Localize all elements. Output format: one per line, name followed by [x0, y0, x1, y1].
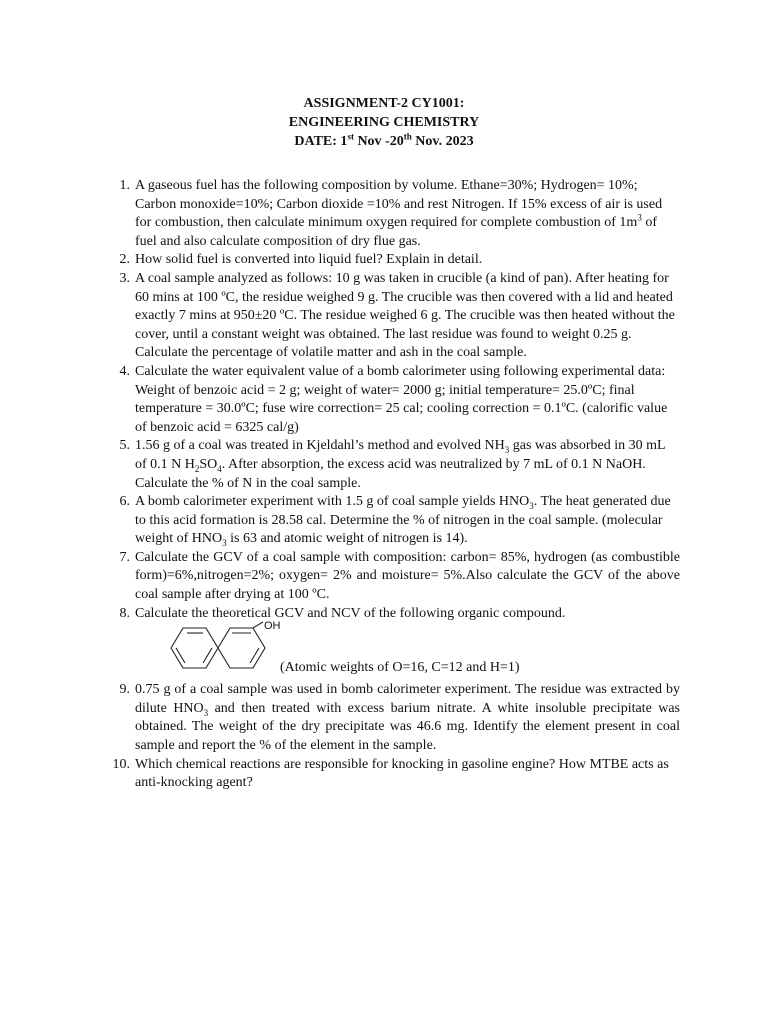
- question-2: [108, 251, 680, 270]
- question-4: [108, 363, 680, 437]
- question-text: 0.75 g of a coal sample was used in bomb calorimeter experiment. The residue was extracted by dilute $HNO_3$ and then treated with excess barium nitrate. A white insoluble precipitate was obtained. The weight of the dry precipitate was 46.6 mg. Identify the element present in coal sample and report the % of the element in the sample.: [135, 682, 680, 754]
- question-text: Calculate the water equivalent value of a bomb calorimeter using following experimental data: Weight of benzoic acid = 2 g; weight of water= 2000 g; initial temperature= 25.0ºC; final temperature = 30.0ºC; fuse wire correction= 25 cal; cooling correction = 0.1ºC. (calorific value of benzoic acid = 6325 cal/g): [135, 363, 668, 435]
- document-header: [0, 94, 768, 151]
- question-number: 1.: [119, 178, 130, 193]
- question-text: A bomb calorimeter experiment with 1.5 g of coal sample yields $HNO_3$. The heat generated due to this acid formation is 28.58 cal. Determine the % of nitrogen in the coal sample. (molecular weight of $HNO_3$ is 63 and atomic weight of nitrogen is 14).: [135, 494, 671, 549]
- question-number: 5.: [119, 438, 130, 454]
- question-text: Calculate the theoretical GCV and NCV of the following organic compound.: [135, 605, 566, 621]
- naphthol-structure-icon: [165, 620, 281, 673]
- question-text: A gaseous fuel has the following composition by volume. Ethane=30%; Hydrogen= 10%; Carbon monoxide=10%; Carbon dioxide =10% and rest Nitrogen. If 15% excess of air is used for combustion, then calculate minimum oxygen required for complete combustion of $1m^3$ of fuel and also calculate composition of dry flue gas.: [135, 178, 663, 249]
- question-3: [108, 270, 680, 363]
- question-5: [108, 437, 680, 493]
- question-text: Which chemical reactions are responsible for knocking in gasoline engine? How MTBE acts as anti-knocking agent?: [135, 756, 669, 791]
- oh-label: OH: [264, 620, 281, 633]
- question-number: 9.: [119, 682, 130, 698]
- header-line-subject: ENGINEERING CHEMISTRY: [288, 115, 480, 130]
- question-text: A coal sample analyzed as follows: 10 g was taken in crucible (a kind of pan). After heating for 60 mins at 100 ºC, the residue weighed 9 g. The crucible was then covered with a lid and heated exactly 7 mins at 950±20 ºC. The residue weighed 6 g. The crucible was then heated without the cover, until a constant weight was obtained. The last residue was found to weight 0.25 g. Calculate the percentage of volatile matter and ash in the coal sample.: [135, 270, 675, 361]
- question-list: [108, 177, 680, 793]
- atomic-weights-note: (Atomic weights of O=16, C=12 and H=1): [280, 660, 520, 676]
- question-number: 7.: [119, 549, 130, 565]
- question-9: [108, 681, 680, 755]
- question-6: [108, 493, 680, 549]
- question-number: 6.: [119, 494, 130, 510]
- question-text: Calculate the GCV of a coal sample with composition: carbon= 85%, hydrogen (as combustible form)=6%,nitrogen=2%; oxygen= 2% and moisture= 5%.Also calculate the GCV of the above coal sample after drying at 100 ºC.: [135, 549, 680, 603]
- question-number: 10.: [112, 756, 130, 772]
- question-number: 4.: [119, 363, 130, 379]
- header-line-date: DATE: 1st Nov -20th Nov. 2023: [294, 131, 474, 149]
- question-text: How solid fuel is converted into liquid fuel? Explain in detail.: [135, 252, 483, 268]
- question-7: [108, 549, 680, 605]
- header-line-course: ASSIGNMENT-2 CY1001:: [303, 96, 465, 111]
- question-number: 2.: [119, 252, 130, 268]
- question-8: [108, 605, 680, 682]
- question-text: 1.56 g of a coal was treated in Kjeldahl’s method and evolved $NH_3$ gas was absorbed in 30 mL of 0.1 N $H_2SO_4$. After absorption, the excess acid was neutralized by 7 mL of 0.1 N NaOH. Calculate the % of N in the coal sample.: [135, 438, 666, 491]
- question-10: [108, 756, 680, 793]
- question-1: [108, 177, 680, 251]
- molecule-row: [135, 620, 680, 681]
- question-number: 3.: [119, 270, 130, 286]
- question-number: 8.: [119, 605, 130, 621]
